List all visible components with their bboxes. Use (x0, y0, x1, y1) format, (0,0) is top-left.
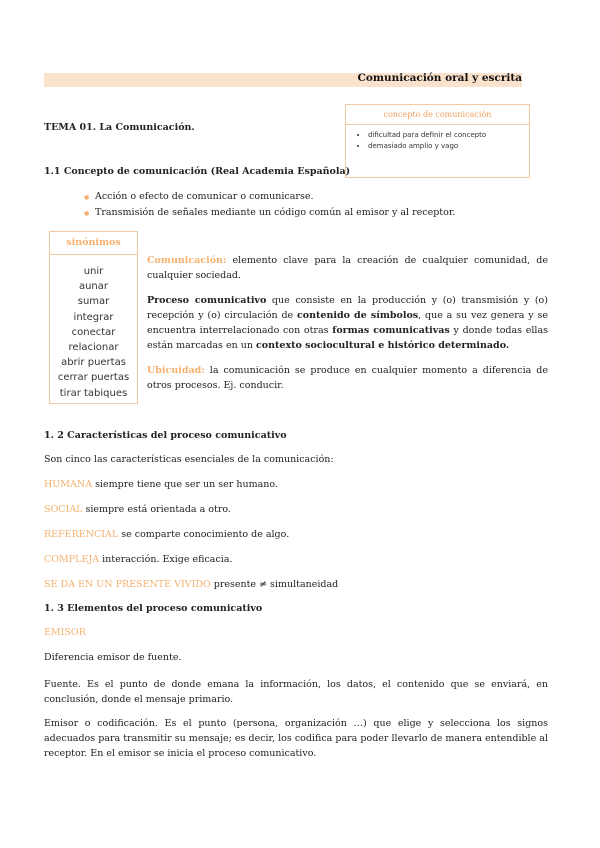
synonym-item: cerrar puertas (57, 372, 130, 384)
characteristic-label: SE DA EN UN PRESENTE VIVIDO (44, 579, 211, 590)
emisor-paragraph: Emisor o codificación. Es el punto (persona, organización …) que elige y selecciona los signos adecuados para transmitir su mensaje; es decir, los codifica para poder llevarlo de manera entendible al receptor. En el emisor se inicia el proceso comunicativo. (44, 718, 548, 759)
characteristic-label: SOCIAL (44, 504, 83, 515)
characteristic-item: SE DA EN UN PRESENTE VIVIDO presente ≠ simultaneidad (44, 579, 339, 590)
note-item: • demasiado amplio y vago (368, 142, 529, 150)
emisor-fuente-line: Diferencia emisor de fuente. (44, 652, 182, 663)
characteristic-item: SOCIAL siempre está orientada a otro. (44, 504, 231, 515)
section-1-2-heading: 1. 2 Características del proceso comunicativo (44, 430, 287, 441)
section-1-3-heading: 1. 3 Elementos del proceso comunicativo (44, 603, 263, 614)
synonyms-list (50, 264, 137, 401)
synonyms-box (49, 231, 138, 404)
section-1-1-heading: 1.1 Concepto de comunicación (Real Academia Española) (44, 166, 351, 177)
note-list (346, 131, 529, 150)
tema-heading: TEMA 01. La Comunicación. (44, 122, 195, 133)
synonym-item: abrir puertas (61, 357, 126, 369)
synonyms-title: sinónimos (50, 231, 137, 255)
term-label: Ubicuidad: (147, 365, 205, 376)
definition-bullet: ● Acción o efecto de comunicar o comunicarse. (95, 191, 313, 202)
synonym-item: conectar (71, 326, 116, 338)
synonym-item: tirar tabiques (59, 387, 128, 399)
synonym-item: sumar (77, 296, 110, 308)
term-label: Comunicación: (147, 255, 227, 266)
characteristic-item: HUMANA siempre tiene que ser un ser humano. (44, 479, 278, 490)
characteristic-label: COMPLEJA (44, 554, 100, 565)
ubicuidad-paragraph: Ubicuidad: la comunicación se produce en cualquier momento a diferencia de otros procesos. Ej. conducir. (147, 365, 548, 391)
document-title: Comunicación oral y escrita (357, 72, 522, 84)
emisor-label: EMISOR (44, 627, 86, 638)
fuente-paragraph: Fuente. Es el punto de donde emana la información, los datos, el contenido que se enviará, en conclusión, donde el mensaje primario. (44, 679, 548, 705)
section-1-2-intro: Son cinco las características esenciales de la comunicación: (44, 454, 334, 465)
synonym-item: relacionar (68, 342, 119, 354)
characteristic-label: REFERENCIAL (44, 529, 119, 540)
proceso-paragraph: Proceso comunicativo que consiste en la producción y (o) transmisión y (o) recepción y (o) circulación de contenido de símbolos, que a su vez genera y se encuentra interrelacionado con otras formas comunicativas y donde todas ellas están marcadas en un contexto sociocultural e histórico determinado. (147, 295, 549, 351)
synonym-item: aunar (78, 281, 109, 293)
concept-note-box (345, 104, 530, 178)
comunicacion-paragraph: Comunicación: elemento clave para la creación de cualquier comunidad, de cualquier sociedad. (147, 255, 548, 281)
definition-bullet: ● Transmisión de señales mediante un código común al emisor y al receptor. (95, 207, 455, 218)
term-label: Proceso comunicativo (147, 295, 267, 306)
note-item: • dificultad para definir el concepto (368, 131, 529, 139)
note-title: concepto de comunicación (346, 105, 529, 125)
characteristic-item: REFERENCIAL se comparte conocimiento de algo. (44, 529, 290, 540)
characteristic-item: COMPLEJA interacción. Exige eficacia. (44, 554, 233, 565)
synonym-item: integrar (73, 311, 114, 323)
synonym-item: unir (83, 266, 104, 277)
characteristic-label: HUMANA (44, 479, 93, 490)
